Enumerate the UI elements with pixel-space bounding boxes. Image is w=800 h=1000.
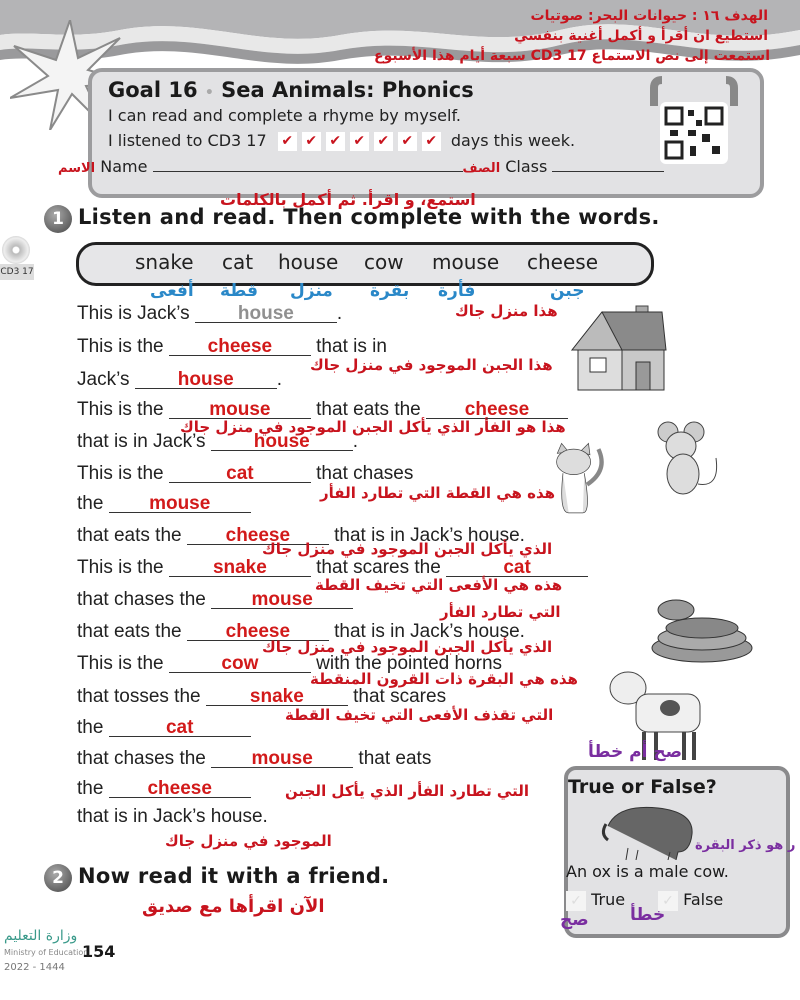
rhyme-line [77, 366, 282, 391]
answer-blank[interactable]: house [211, 428, 353, 451]
rhyme-text: that is in Jack’s [77, 431, 211, 452]
false-label-ar: خطأ [630, 905, 666, 925]
rhyme-text: that is in Jack’s house. [328, 621, 525, 642]
true-false-title-ar: صح أم خطأ [588, 742, 682, 762]
word-bank-item: cheese [527, 250, 599, 274]
rhyme-text: that is in Jack’s house. [77, 806, 268, 827]
rhyme-text: that scares [347, 686, 447, 707]
section1-title-ar: استمع، و اقرأ. ثم أكمل بالكلمات [220, 190, 476, 209]
word-bank-translation: جبن [550, 281, 585, 301]
day-checkbox[interactable]: ✔ [302, 132, 321, 151]
listened-suffix: days this week. [450, 131, 576, 150]
rhyme-translation: التي تطارد الفأر الذي يأكل الجبن [285, 782, 529, 800]
answer-blank[interactable]: mouse [211, 745, 353, 768]
rhyme-line [77, 333, 387, 358]
rhyme-text: that eats the [77, 621, 187, 642]
rhyme-text: the [77, 778, 109, 799]
ox-statement-ar: ر هو ذكر البقرة [695, 838, 796, 853]
rhyme-text: that chases [310, 463, 414, 484]
listened-line [108, 131, 575, 151]
answer-blank[interactable]: mouse [169, 396, 311, 419]
cat-illustration [548, 442, 612, 520]
answer-blank[interactable]: house [195, 300, 337, 323]
name-label: Name [100, 157, 148, 176]
rhyme-text: the [77, 717, 109, 738]
day-checkbox[interactable]: ✔ [398, 132, 417, 151]
ministry-logo-en: Ministry of Education [4, 948, 89, 957]
class-field[interactable] [552, 171, 664, 172]
false-option[interactable] [658, 890, 723, 911]
answer-blank[interactable]: cheese [109, 775, 251, 798]
word-bank-translation: قطة [220, 281, 259, 301]
true-label: True [591, 890, 626, 909]
name-label-ar: الاسم [58, 161, 96, 176]
word-bank-item: house [278, 250, 339, 274]
section1-title: Listen and read. Then complete with the words. [78, 205, 660, 229]
cd-icon [2, 236, 30, 264]
rhyme-translation: الموجود في منزل جاك [165, 832, 332, 850]
rhyme-translation: هذه هي الأفعى التي تخيف القطة [315, 576, 563, 594]
answer-blank[interactable]: mouse [109, 490, 251, 513]
mouse-illustration [650, 418, 730, 498]
day-checkboxes [278, 131, 446, 150]
rhyme-translation: التي تقذف الأفعى التي تخيف القطة [285, 706, 554, 724]
answer-blank[interactable]: cheese [187, 618, 329, 641]
rhyme-translation: هذه هي البقرة ذات القرون المنقطة [310, 670, 578, 688]
snake-illustration [646, 590, 756, 670]
word-bank-item: snake [135, 250, 194, 274]
true-false-title: True or False? [568, 776, 717, 798]
rhyme-translation: هذا الجبن الموجود في منزل جاك [310, 356, 553, 374]
class-label: Class [505, 157, 548, 176]
rhyme-text: This is Jack’s [77, 303, 195, 324]
arabic-can-statement: استطيع ان أقرأ و أكمل أغنية بنفسي [514, 28, 768, 44]
word-bank-item: cow [364, 250, 404, 274]
day-checkbox[interactable]: ✔ [326, 132, 345, 151]
answer-blank[interactable]: cheese [426, 396, 568, 419]
answer-blank[interactable]: house [135, 366, 277, 389]
rhyme-text: This is the [77, 399, 169, 420]
rhyme-line [77, 775, 251, 800]
arabic-listened-statement: استمعت إلى نص الاستماع CD3 17 سبعة أيام هذا الأسبوع [374, 48, 770, 64]
rhyme-line [77, 714, 251, 739]
rhyme-text: This is the [77, 653, 169, 674]
rhyme-text: that chases the [77, 748, 212, 769]
rhyme-translation: الذي يأكل الجبن الموجود في منزل جاك [262, 638, 553, 656]
cd-audio-button[interactable] [0, 236, 34, 282]
footer-year: 2022 - 1444 [4, 962, 65, 973]
arabic-goal-title: الهدف ١٦ : حيوانات البحر: صوتيات [530, 8, 768, 24]
title-bullet: • [204, 85, 214, 101]
qr-code-icon [642, 76, 746, 166]
rhyme-translation: الذي يأكل الجبن الموجود في منزل جاك [262, 540, 553, 558]
rhyme-text: that eats [353, 748, 432, 769]
rhyme-text: that eats the [310, 399, 427, 420]
true-option[interactable] [566, 890, 625, 911]
answer-blank[interactable]: cat [109, 714, 251, 737]
rhyme-text: with the pointed horns [310, 653, 503, 674]
true-checkbox[interactable]: ✓ [566, 891, 586, 911]
true-false-statement: An ox is a male cow. [566, 862, 729, 881]
answer-blank[interactable]: cow [169, 650, 311, 673]
answer-blank[interactable]: mouse [211, 586, 353, 609]
word-bank-item: mouse [432, 250, 500, 274]
cd-label: CD3 17 [0, 264, 34, 280]
goal-subtitle: Sea Animals: Phonics [221, 78, 474, 102]
rhyme-line [77, 490, 251, 515]
rhyme-text: Jack’s [77, 369, 135, 390]
day-checkbox[interactable]: ✔ [374, 132, 393, 151]
true-label-ar: صح [560, 910, 589, 930]
answer-blank[interactable]: snake [206, 683, 348, 706]
false-checkbox[interactable]: ✓ [658, 891, 678, 911]
day-checkbox[interactable]: ✔ [422, 132, 441, 151]
ministry-logo-ar: وزارة التعليم [4, 928, 78, 944]
section-number-badge: 1 [44, 205, 72, 233]
day-checkbox[interactable]: ✔ [350, 132, 369, 151]
answer-blank[interactable]: snake [169, 554, 311, 577]
answer-blank[interactable]: cheese [169, 333, 311, 356]
ox-illustration [598, 804, 698, 860]
rhyme-text: that is in [310, 336, 387, 357]
rhyme-text: that tosses the [77, 686, 206, 707]
name-class-line [58, 157, 678, 176]
rhyme-text: that eats the [77, 525, 187, 546]
name-field[interactable] [153, 171, 463, 172]
rhyme-text: that chases the [77, 589, 212, 610]
rhyme-text: that is in Jack’s house. [328, 525, 525, 546]
rhyme-line [77, 745, 431, 770]
rhyme-text: This is the [77, 463, 169, 484]
answer-blank[interactable]: cat [446, 554, 588, 577]
rhyme-translation: هذا هو الفأر الذي يأكل الجبن الموجود في منزل جاك [180, 418, 566, 436]
word-bank-item: cat [222, 250, 254, 274]
section2-title-ar: الآن اقرأها مع صديق [142, 896, 325, 917]
false-label: False [683, 890, 724, 909]
answer-blank[interactable]: cheese [187, 522, 329, 545]
rhyme-line [77, 460, 413, 485]
can-statement: I can read and complete a rhyme by myself. [108, 106, 462, 125]
word-bank-translation: بقرة [370, 281, 410, 301]
rhyme-line [77, 806, 268, 828]
page-number: 154 [82, 942, 116, 961]
house-illustration [562, 300, 672, 400]
rhyme-text: the [77, 493, 109, 514]
rhyme-translation: هذا منزل جاك [455, 302, 558, 320]
rhyme-text: . [276, 369, 283, 390]
class-label-ar: الصف [462, 161, 501, 176]
word-bank-translation: فأرة [438, 281, 476, 301]
word-bank-translation: منزل [290, 281, 333, 301]
listened-prefix: I listened to CD3 17 [108, 131, 267, 150]
rhyme-line [77, 586, 353, 611]
answer-blank[interactable]: cat [169, 460, 311, 483]
rhyme-text: . [336, 303, 343, 324]
rhyme-line [77, 300, 342, 325]
goal-title [108, 78, 474, 102]
day-checkbox[interactable]: ✔ [278, 132, 297, 151]
section2-title: Now read it with a friend. [78, 864, 390, 888]
rhyme-text: that scares the [310, 557, 447, 578]
rhyme-translation: التي تطارد الفأر [440, 603, 561, 621]
section-number-badge: 2 [44, 864, 72, 892]
rhyme-text: This is the [77, 557, 169, 578]
goal-number: Goal 16 [108, 78, 198, 102]
rhyme-text: . [352, 431, 359, 452]
rhyme-translation: هذه هي القطة التي تطارد الفأر [320, 484, 556, 502]
word-bank-translation: أفعى [150, 281, 194, 301]
rhyme-text: This is the [77, 336, 169, 357]
